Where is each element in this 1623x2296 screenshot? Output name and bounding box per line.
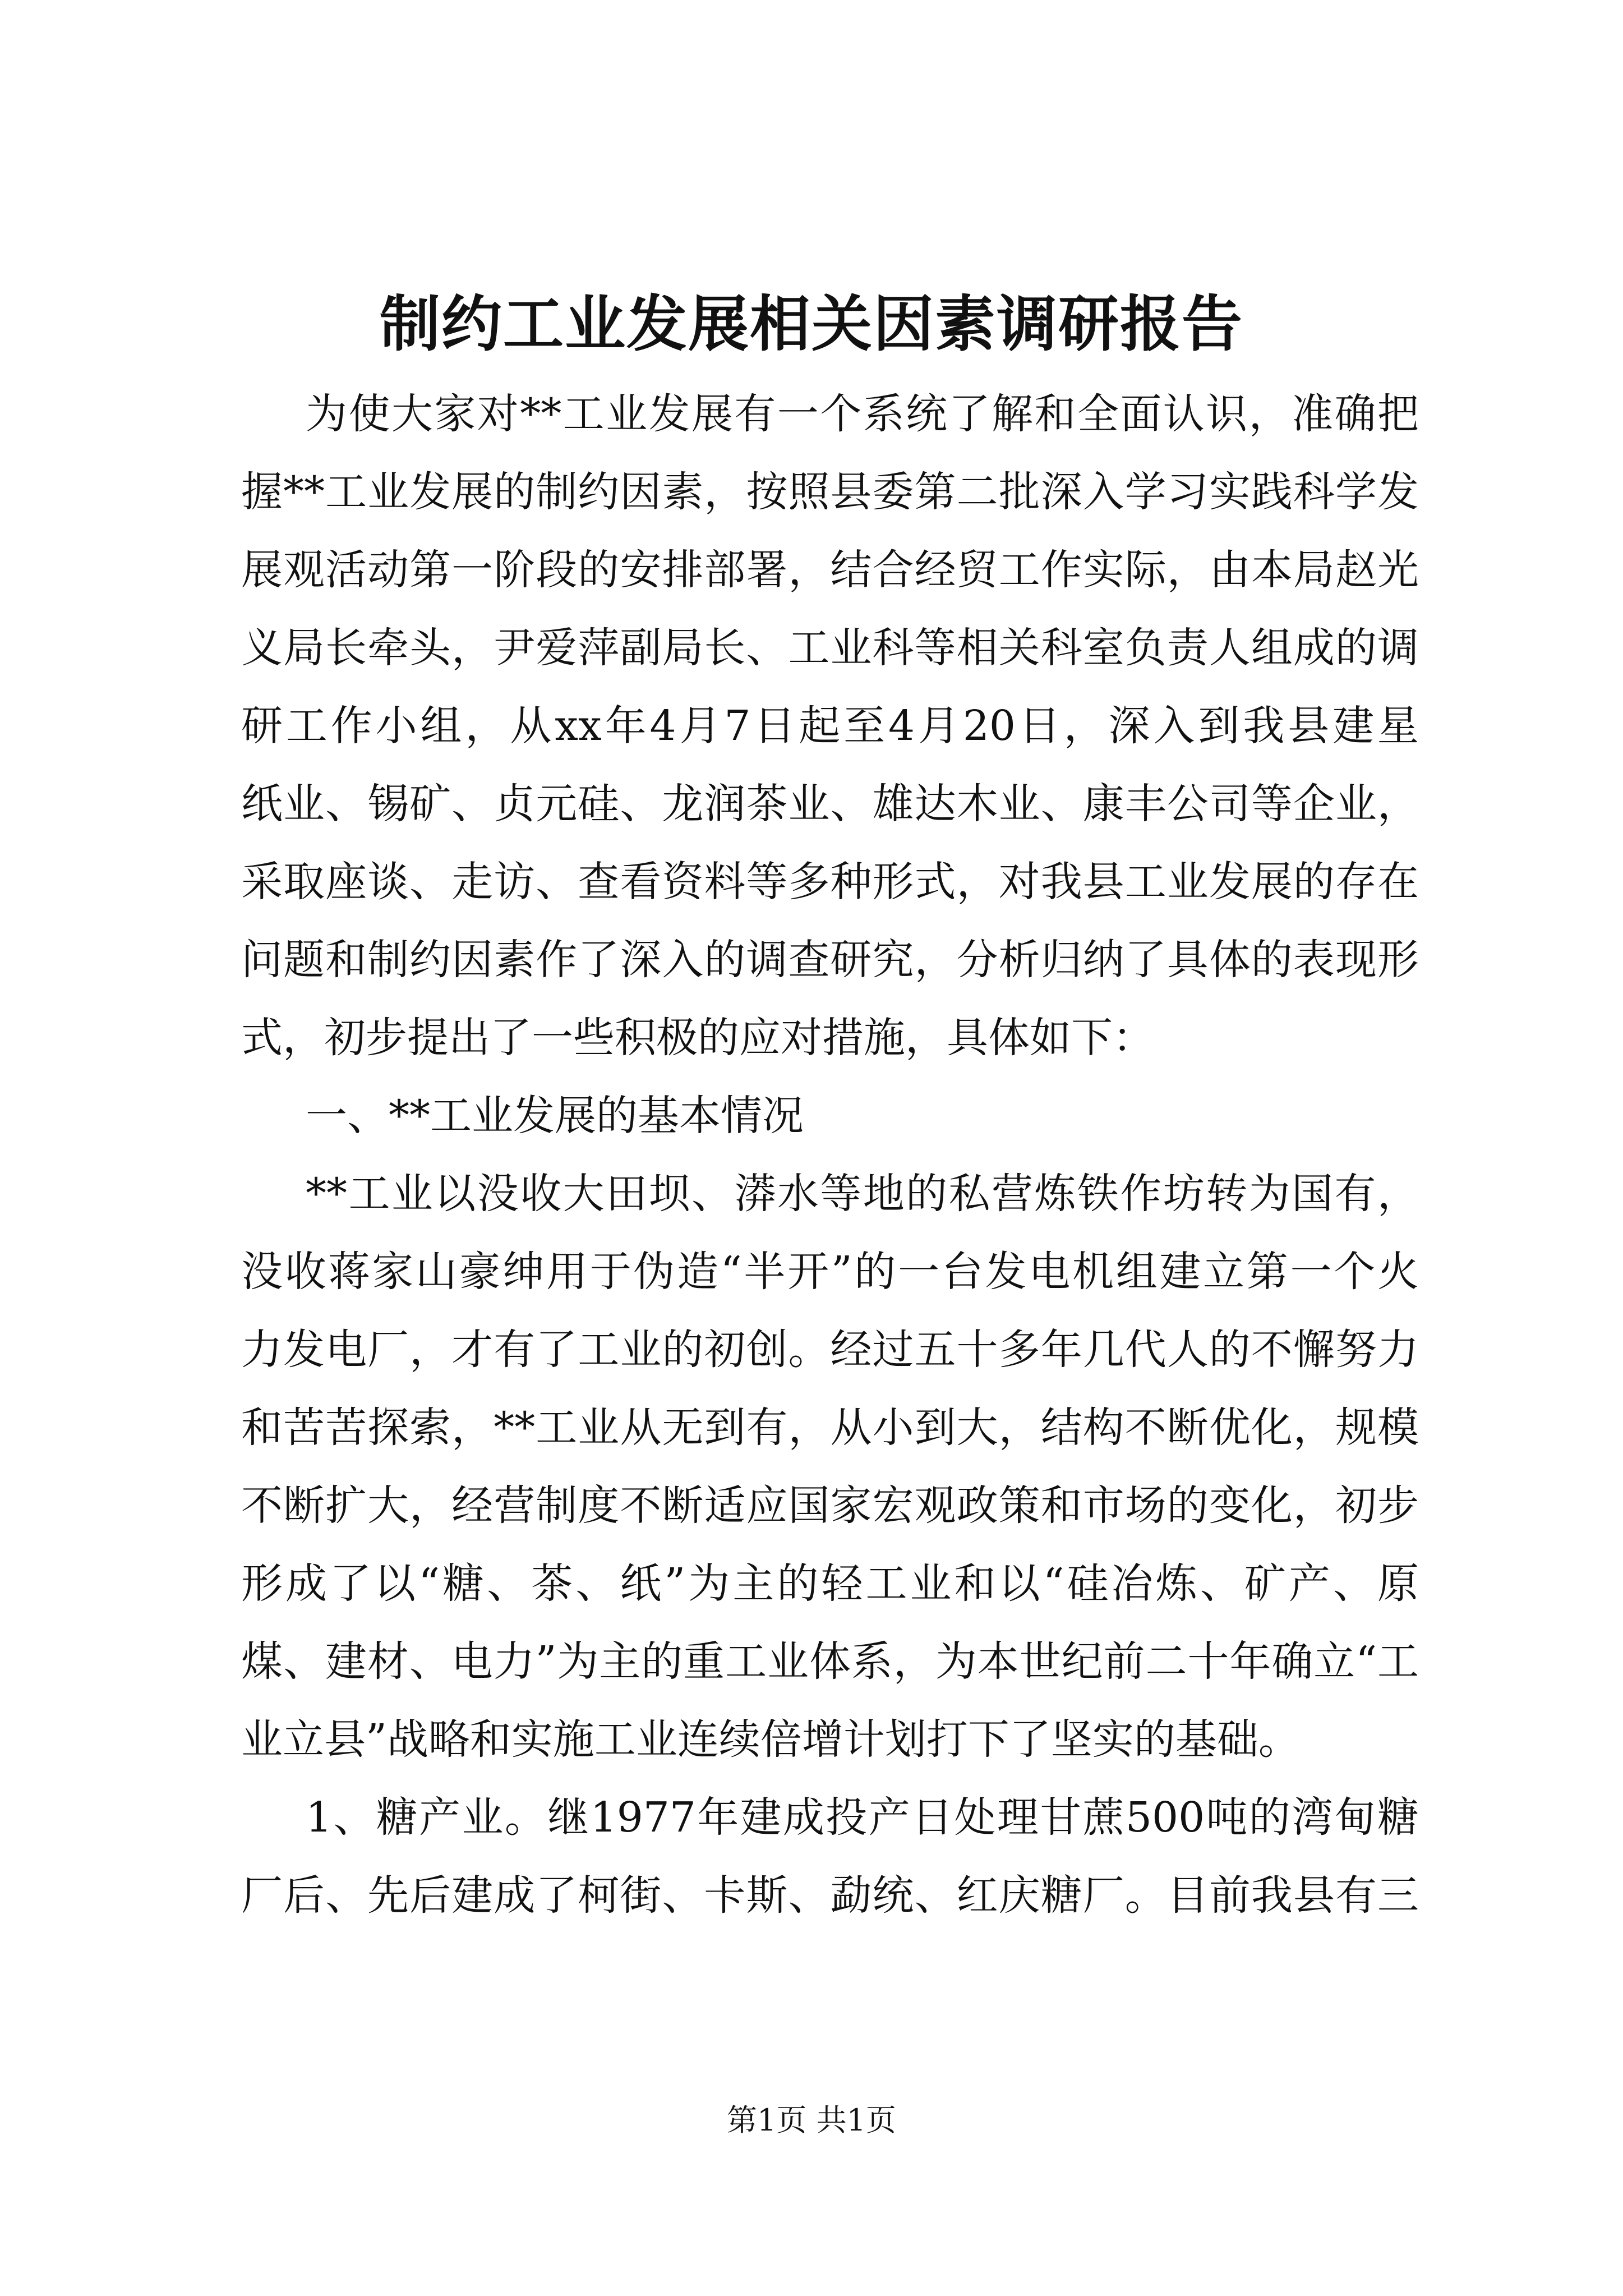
paragraph-line: 不断扩大，经营制度不断适应国家宏观政策和市场的变化，初步 — [241, 1481, 1419, 1530]
paragraph-line: 研工作小组，从xx年4月7日起至4月20日，深入到我县建星 — [241, 702, 1419, 750]
paragraph-line: 展观活动第一阶段的安排部署，结合经贸工作实际，由本局赵光 — [241, 546, 1419, 594]
page-number-footer: 第1页 共1页 — [727, 2102, 896, 2138]
paragraph-line: 厂后、先后建成了柯街、卡斯、勐统、红庆糖厂。目前我县有三 — [241, 1871, 1419, 1920]
document-title: 制约工业发展相关因素调研报告 — [379, 289, 1243, 360]
paragraph-line: 力发电厂，才有了工业的初创。经过五十多年几代人的不懈努力 — [241, 1326, 1419, 1374]
paragraph-line: 1、糖产业。继1977年建成投产日处理甘蔗500吨的湾甸糖 — [306, 1793, 1419, 1842]
paragraph-line: 握**工业发展的制约因素，按照县委第二批深入学习实践科学发 — [241, 468, 1419, 516]
paragraph-line: 业立县”战略和实施工业连续倍增计划打下了坚实的基础。 — [241, 1715, 1300, 1764]
paragraph-line: 形成了以“糖、茶、纸”为主的轻工业和以“硅冶炼、矿产、原 — [241, 1559, 1419, 1608]
paragraph-line: 和苦苦探索，**工业从无到有，从小到大，结构不断优化，规模 — [241, 1404, 1419, 1452]
paragraph-line: 式，初步提出了一些积极的应对措施，具体如下： — [241, 1014, 1154, 1062]
paragraph-line: 煤、建材、电力”为主的重工业体系，为本世纪前二十年确立“工 — [241, 1637, 1419, 1686]
paragraph-line: **工业以没收大田坝、漭水等地的私营炼铁作坊转为国有， — [306, 1170, 1419, 1218]
paragraph-line: 纸业、锡矿、贞元硅、龙润茶业、雄达木业、康丰公司等企业， — [241, 780, 1419, 828]
paragraph-line: 为使大家对**工业发展有一个系统了解和全面认识，准确把 — [306, 390, 1419, 438]
paragraph-line: 义局长牵头，尹爱萍副局长、工业科等相关科室负责人组成的调 — [241, 624, 1419, 672]
paragraph-line: 问题和制约因素作了深入的调查研究，分析归纳了具体的表现形 — [241, 936, 1419, 984]
paragraph-line: 采取座谈、走访、查看资料等多种形式，对我县工业发展的存在 — [241, 858, 1419, 906]
paragraph-line: 没收蒋家山豪绅用于伪造“半开”的一台发电机组建立第一个火 — [241, 1248, 1419, 1296]
section-heading: 一、**工业发展的基本情况 — [306, 1092, 804, 1140]
